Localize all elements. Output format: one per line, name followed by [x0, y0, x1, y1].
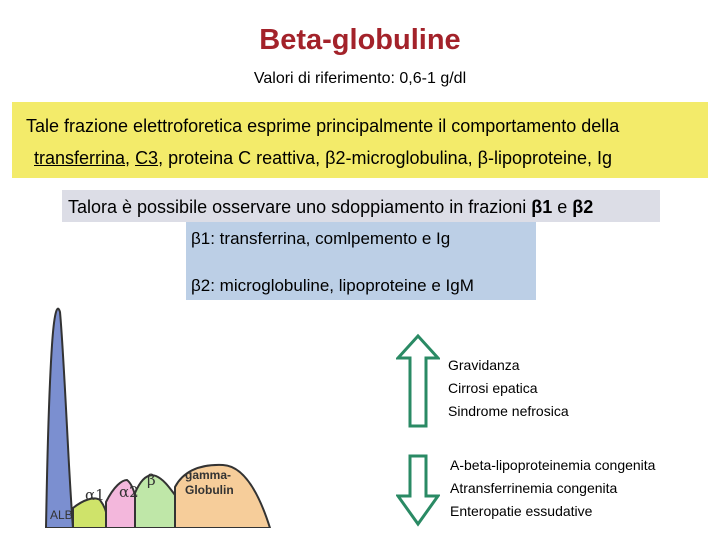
- beta-symbol: β: [477, 148, 488, 168]
- decrease-causes-list: [450, 454, 655, 523]
- alb-label: ALB: [50, 508, 73, 522]
- beta-symbol: β: [531, 197, 543, 217]
- alpha1-label: α1: [85, 486, 105, 504]
- list-item: Sindrome nefrosica: [448, 403, 569, 419]
- down-arrow-icon: [398, 456, 438, 524]
- beta2-description: β2: microglobuline, lipoproteine e IgM: [191, 276, 474, 295]
- list-item: Atransferrinemia congenita: [450, 480, 618, 496]
- list-item: Cirrosi epatica: [448, 380, 538, 396]
- up-arrow-icon: [398, 336, 438, 426]
- beta-symbol: β: [191, 229, 201, 248]
- beta1-description: β1: transferrina, comlpemento e Ig: [191, 229, 451, 248]
- beta-symbol: β: [191, 276, 201, 295]
- beta-symbol: β: [572, 197, 584, 217]
- increase-causes-list: [448, 354, 569, 423]
- yellow-box-line-2: transferrina, C3, proteina C reattiva, β2-microglobulina, β-lipoproteine, Ig: [34, 148, 613, 168]
- list-item: A-beta-lipoproteinemia congenita: [450, 457, 656, 473]
- albumin-peak: [46, 309, 73, 528]
- beta-symbol: β: [325, 148, 336, 168]
- list-item: Enteropatie essudative: [450, 503, 593, 519]
- beta-label: β: [147, 471, 156, 489]
- alpha2-label: α2: [119, 483, 139, 501]
- gamma-label-line2: Globulin: [185, 483, 234, 497]
- splitting-note: Talora è possibile osservare uno sdoppiamento in frazioni β1 e β2: [68, 197, 594, 217]
- list-item: Gravidanza: [448, 357, 520, 373]
- transferrina-link[interactable]: transferrina: [34, 148, 126, 168]
- c3-link[interactable]: C3: [135, 148, 159, 168]
- reference-values: Valori di riferimento: 0,6-1 g/dl: [253, 70, 467, 87]
- page-title: Beta-globuline: [259, 24, 461, 56]
- electrophoresis-curve: [28, 290, 273, 528]
- gamma-label-line1: gamma-: [185, 468, 232, 482]
- yellow-box-line-1: Tale frazione elettroforetica esprime principalmente il comportamento della: [26, 116, 620, 136]
- arrows-group: [396, 330, 440, 530]
